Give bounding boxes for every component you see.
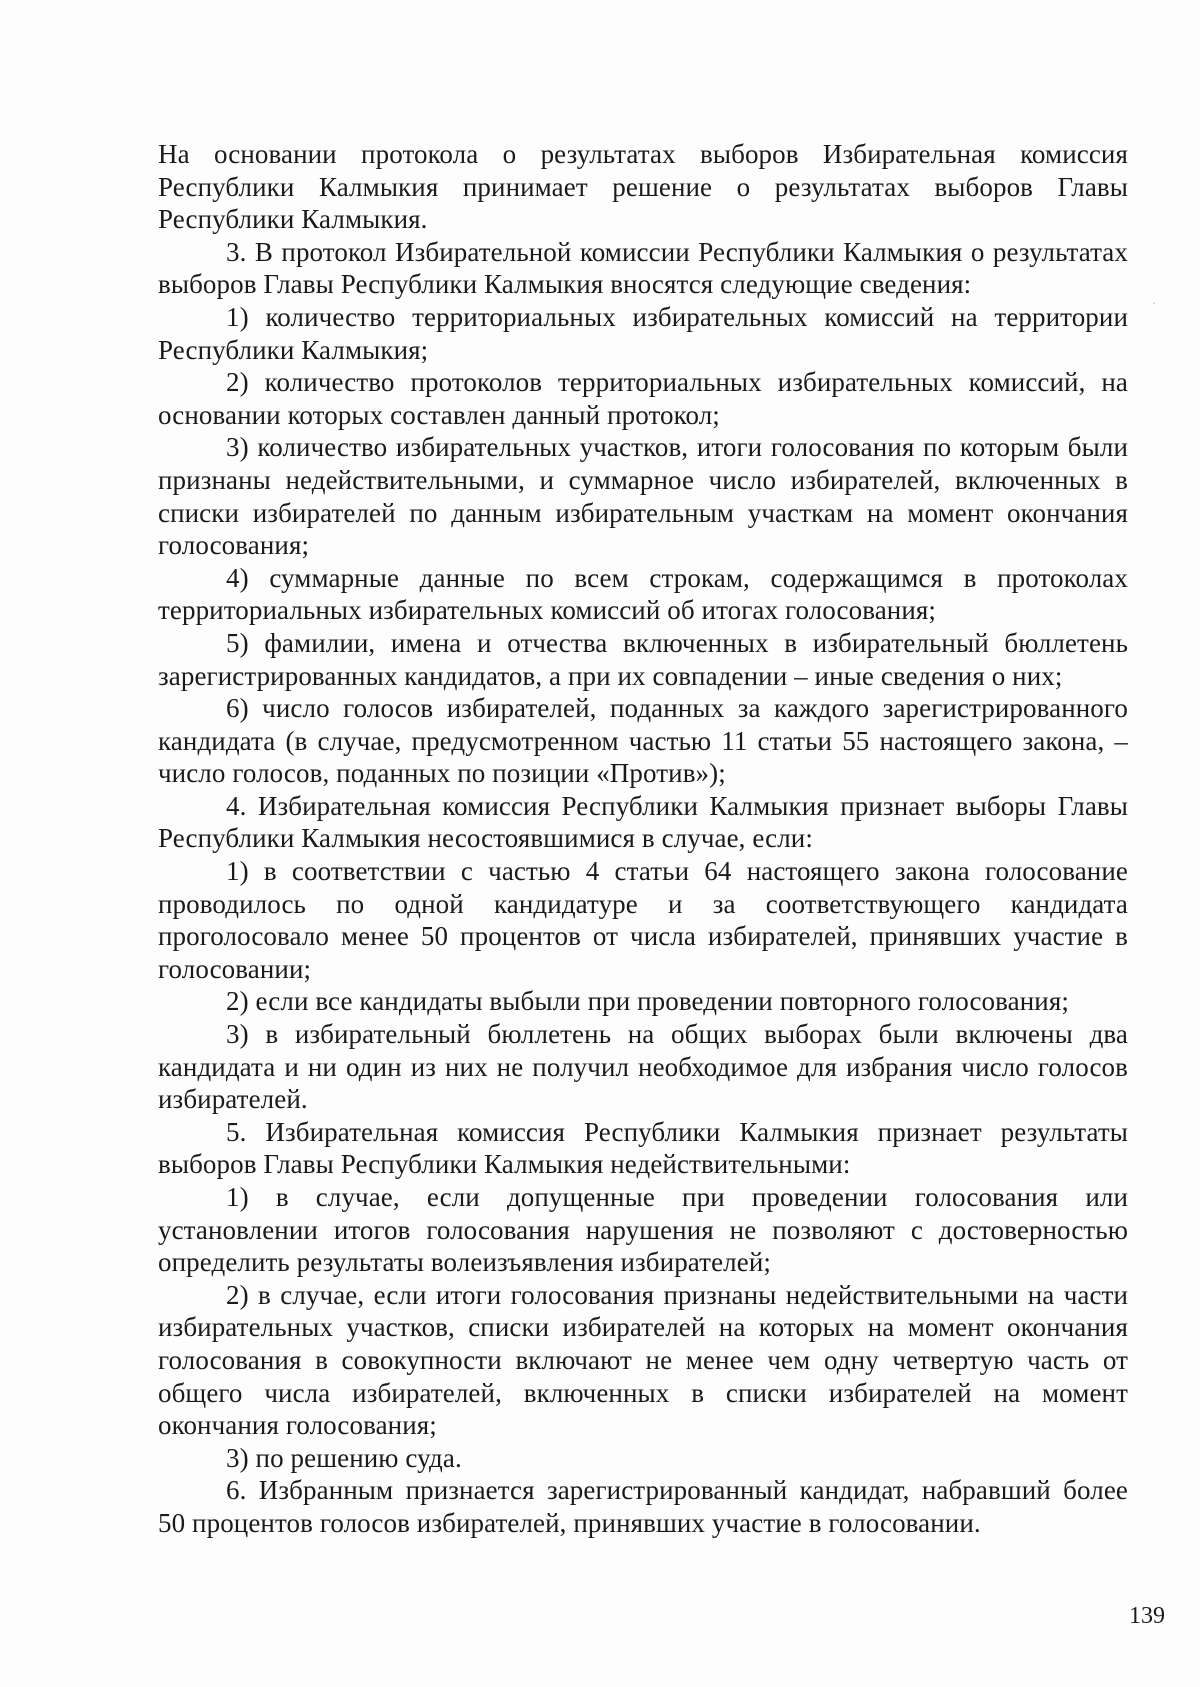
paragraph-item-3-2: 2) количество протоколов территориальных избирательных комиссий, на основании которых составлен данный протокол; (158, 367, 1128, 430)
paragraph-item-5-3: 3) по решению суда. (226, 1442, 462, 1473)
scan-speck (1153, 302, 1155, 304)
paragraph-item-3-4: 4) суммарные данные по всем строкам, содержащимся в протоколах территориальных избирательных комиссий об итогах голосования; (158, 562, 1128, 626)
paragraph-section-6: 6. Избранным признается зарегистрированный кандидат, набравший более 50 процентов голосов избирателей, принявших участие в голосовании. (158, 1475, 1128, 1538)
paragraph-item-3-1: 1) количество территориальных избирательных комиссий на территории Республики Калмыкия; (158, 301, 1128, 365)
paragraph-results-decision: На основании протокола о результатах выборов Избирательная комиссия Республики Калмыкия принимает решение о результатах выборов Главы Республики Калмыкия. (158, 139, 1128, 235)
paragraph-item-5-2: 2) в случае, если итоги голосования признаны недействительными на части избирательных участков, списки избирателей на которых на момент окончания голосования в совокупности включают не менее чем одну четвертую часть от общего числа избирателей, включенных в списки избирателей на момент окончания голосования; (158, 1279, 1128, 1441)
page-number: 139 (1129, 1603, 1165, 1629)
paragraph-section-3: 3. В протокол Избирательной комиссии Республики Калмыкия о результатах выборов Главы Республики Калмыкия вносятся следующие сведения: (158, 236, 1128, 300)
paragraph-section-5: 5. Избирательная комиссия Республики Калмыкия признает результаты выборов Главы Республики Калмыкия недействительными: (158, 1116, 1128, 1180)
paragraph-item-3-5: 5) фамилии, имена и отчества включенных в избирательный бюллетень зарегистрированных кандидатов, а при их совпадении – иные сведения о них; (158, 627, 1128, 691)
paragraph-section-4: 4. Избирательная комиссия Республики Калмыкия признает выборы Главы Республики Калмыкия несостоявшимися в случае, если: (158, 790, 1128, 854)
paragraph-item-4-3: 3) в избирательный бюллетень на общих выборах были включены два кандидата и ни один из них не получил необходимое для избрания число голосов избирателей. (158, 1019, 1128, 1115)
paragraph-item-3-3: 3) количество избирательных участков, итоги голосования по которым были признаны недействительными, и суммарное число избирателей, включенных в списки избирателей по данным избирательным участкам на момент окончания голосования; (158, 432, 1128, 561)
document-body (158, 138, 1128, 1540)
paragraph-item-5-1: 1) в случае, если допущенные при проведении голосования или установлении итогов голосования нарушения не позволяют с достоверностью определить результаты волеизъявления избирателей; (158, 1182, 1128, 1278)
paragraph-item-3-6: 6) число голосов избирателей, поданных за каждого зарегистрированного кандидата (в случае, предусмотренном частью 11 статьи 55 настоящего закона, – число голосов, поданных по позиции «Против»); (158, 693, 1128, 789)
paragraph-item-4-2: 2) если все кандидаты выбыли при проведении повторного голосования; (226, 986, 1069, 1017)
paragraph-item-4-1: 1) в соответствии с частью 4 статьи 64 настоящего закона голосование проводилось по одной кандидатуре и за соответствующего кандидата проголосовало менее 50 процентов от числа избирателей, принявших участие в голосовании; (158, 856, 1128, 984)
